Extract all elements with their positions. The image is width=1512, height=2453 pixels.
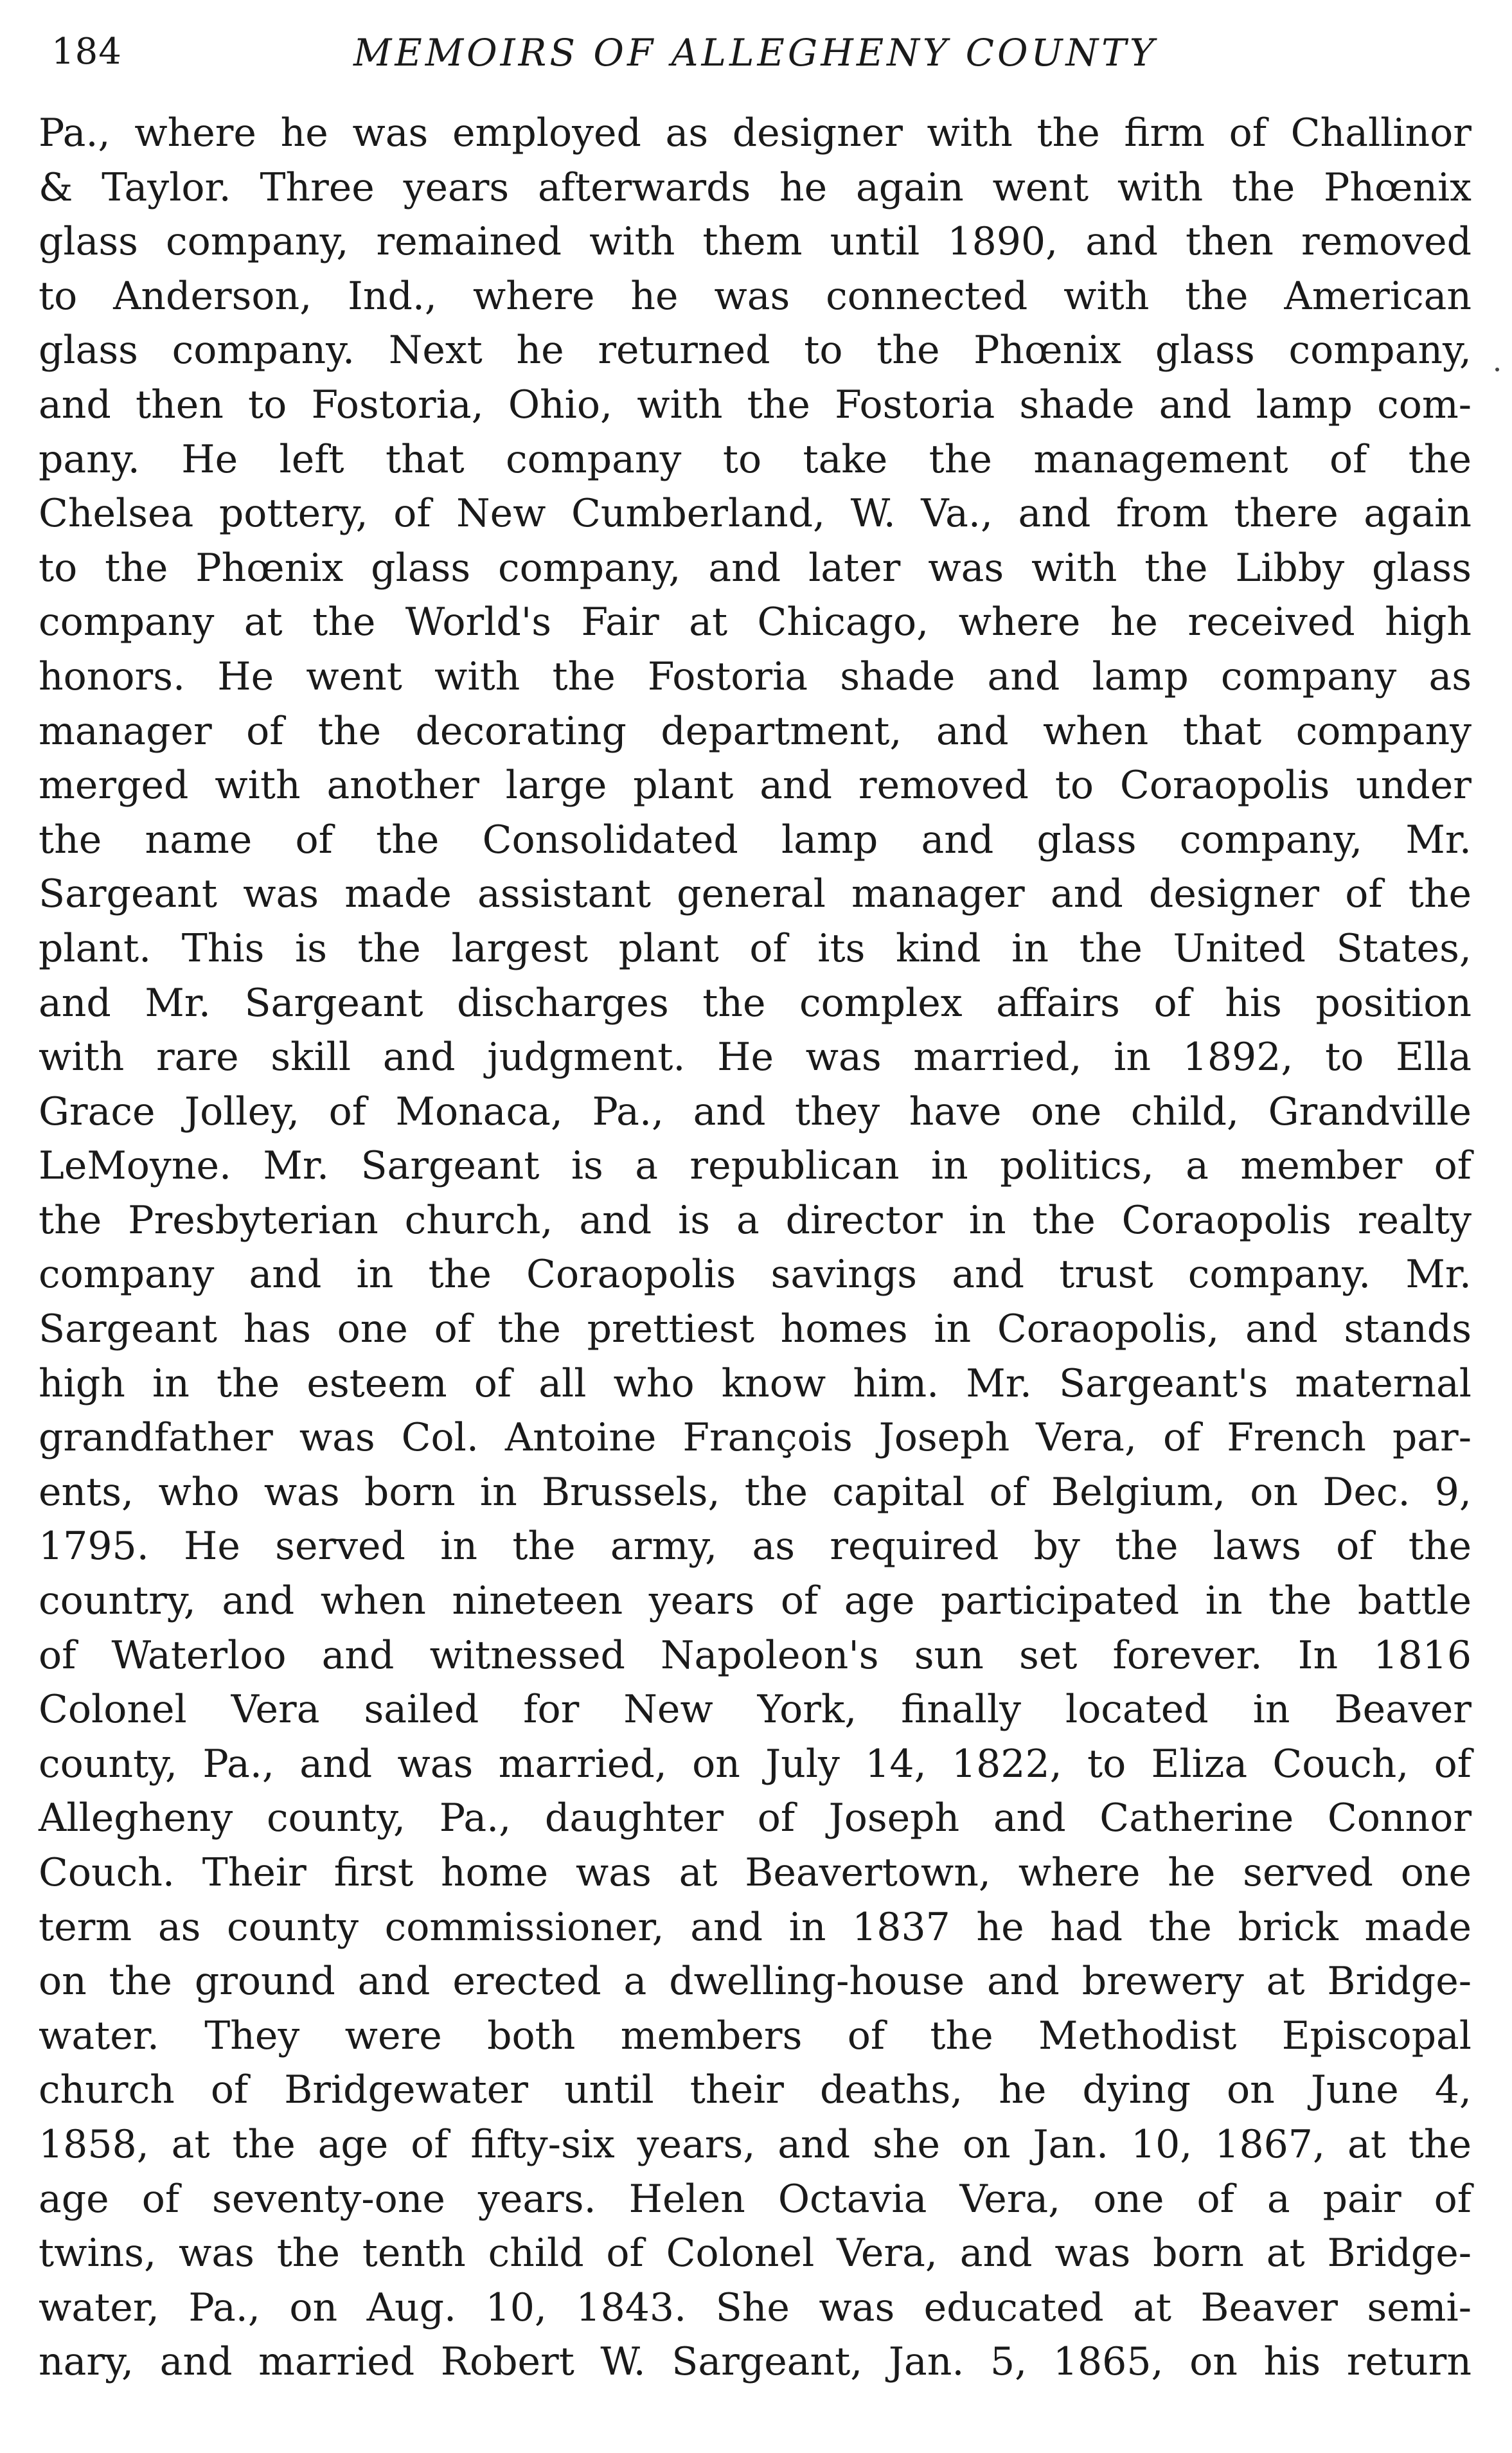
text-line: Couch. Their first home was at Beavertown, where he served one: [39, 1850, 1472, 1895]
text-line: water, Pa., on Aug. 10, 1843. She was educated at Beaver semi-: [39, 2285, 1472, 2330]
page-number: 184: [51, 31, 122, 73]
text-line: Colonel Vera sailed for New York, finally located in Beaver: [39, 1687, 1472, 1733]
text-line: the name of the Consolidated lamp and glass company, Mr.: [39, 817, 1472, 862]
text-line: company at the World's Fair at Chicago, where he received high: [39, 600, 1472, 645]
text-line: to the Phœnix glass company, and later was with the Libby glass: [39, 545, 1472, 591]
text-line: company and in the Coraopolis savings and trust company. Mr.: [39, 1252, 1472, 1298]
text-line: age of seventy-one years. Helen Octavia Vera, one of a pair of: [39, 2176, 1472, 2222]
text-line: church of Bridgewater until their deaths, he dying on June 4,: [39, 2067, 1472, 2113]
text-line: grandfather was Col. Antoine François Joseph Vera, of French par-: [39, 1415, 1472, 1461]
margin-speck: [1495, 368, 1499, 371]
text-line: Sargeant was made assistant general manager and designer of the: [39, 871, 1472, 917]
text-line: term as county commissioner, and in 1837 he had the brick made: [39, 1904, 1472, 1950]
text-line: glass company. Next he returned to the Phœnix glass company,: [39, 328, 1472, 373]
text-line: manager of the decorating department, and when that company: [39, 708, 1472, 754]
text-line: country, and when nineteen years of age participated in the battle: [39, 1578, 1472, 1624]
text-line: Chelsea pottery, of New Cumberland, W. Va., and from there again: [39, 491, 1472, 537]
text-line: with rare skill and judgment. He was married, in 1892, to Ella: [39, 1035, 1472, 1080]
text-line: nary, and married Robert W. Sargeant, Jan. 5, 1865, on his return: [39, 2339, 1472, 2385]
text-line: the Presbyterian church, and is a director in the Coraopolis realty: [39, 1197, 1472, 1243]
text-line: of Waterloo and witnessed Napoleon's sun set forever. In 1816: [39, 1632, 1472, 1678]
text-line: water. They were both members of the Methodist Episcopal: [39, 2013, 1472, 2058]
text-line: county, Pa., and was married, on July 14, 1822, to Eliza Couch, of: [39, 1741, 1472, 1787]
text-line: Grace Jolley, of Monaca, Pa., and they have one child, Grandville: [39, 1089, 1472, 1134]
text-line: Pa., where he was employed as designer with the firm of Challinor: [39, 111, 1472, 156]
text-line: glass company, remained with them until 1890, and then removed: [39, 219, 1472, 265]
text-line: Sargeant has one of the prettiest homes in Coraopolis, and stands: [39, 1307, 1472, 1352]
body-paragraph: [39, 106, 1472, 2389]
text-line: LeMoyne. Mr. Sargeant is a republican in politics, a member of: [39, 1143, 1472, 1189]
text-line: ents, who was born in Brussels, the capital of Belgium, on Dec. 9,: [39, 1469, 1472, 1515]
text-line: merged with another large plant and removed to Coraopolis under: [39, 763, 1472, 808]
text-line: plant. This is the largest plant of its kind in the United States,: [39, 925, 1472, 971]
text-line: high in the esteem of all who know him. Mr. Sargeant's maternal: [39, 1360, 1472, 1406]
text-line: Allegheny county, Pa., daughter of Joseph and Catherine Connor: [39, 1796, 1472, 1841]
text-line: on the ground and erected a dwelling-house and brewery at Bridge-: [39, 1959, 1472, 2004]
text-line: and then to Fostoria, Ohio, with the Fostoria shade and lamp com-: [39, 382, 1472, 427]
page-header: [51, 24, 1467, 82]
text-line: 1858, at the age of fifty-six years, and she on Jan. 10, 1867, at the: [39, 2121, 1472, 2167]
text-line: pany. He left that company to take the management of the: [39, 436, 1472, 482]
text-line: and Mr. Sargeant discharges the complex affairs of his position: [39, 980, 1472, 1026]
text-line: twins, was the tenth child of Colonel Vera, and was born at Bridge-: [39, 2231, 1472, 2276]
text-line: & Taylor. Three years afterwards he again went with the Phœnix: [39, 165, 1472, 210]
text-line: to Anderson, Ind., where he was connected with the American: [39, 273, 1472, 319]
text-line: 1795. He served in the army, as required by the laws of the: [39, 1524, 1472, 1569]
text-line: honors. He went with the Fostoria shade and lamp company as: [39, 654, 1472, 699]
running-head: MEMOIRS OF ALLEGHENY COUNTY: [353, 31, 1158, 75]
